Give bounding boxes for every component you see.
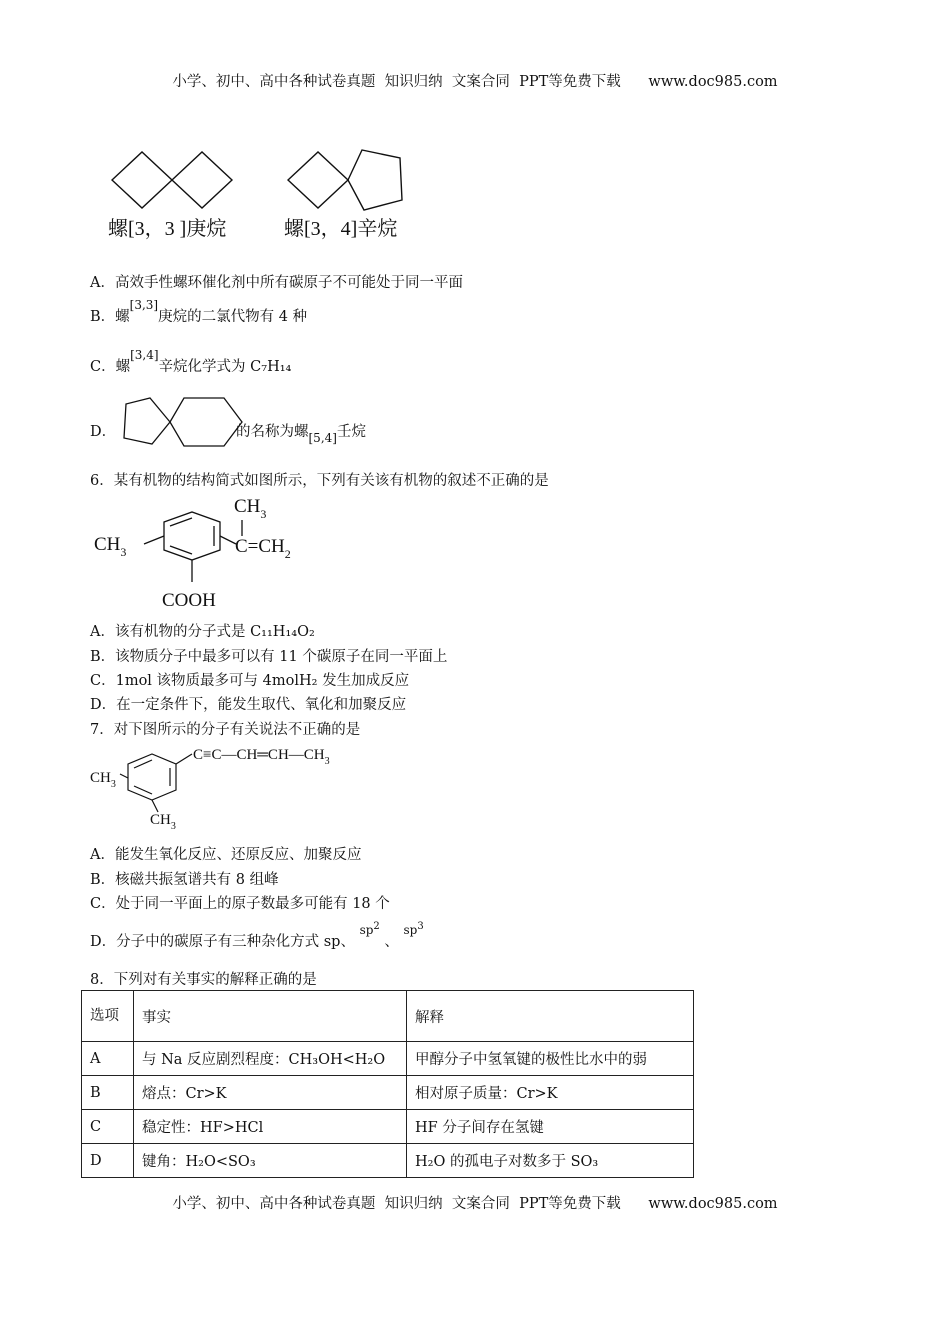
table-row bbox=[82, 1042, 694, 1076]
q6-molecule bbox=[92, 490, 332, 615]
svg-text:COOH: COOH bbox=[162, 590, 216, 611]
svg-text:CH3: $CH_3$ bbox=[94, 534, 127, 559]
spiro-label-1: 螺[3，3 ]庚烷 bbox=[108, 218, 227, 240]
svg-text:C≡C—CH═CH—CH3: $C\equiv C—CH═CH—CH_3$ bbox=[193, 747, 330, 767]
svg-text:CH3: $CH_3$ bbox=[90, 770, 116, 790]
header-option: 选项 bbox=[82, 991, 134, 1042]
cell: 甲醇分子中氢氧键的极性比水中的弱 bbox=[407, 1042, 694, 1076]
cell: D bbox=[82, 1144, 134, 1178]
q6-option-c: C．1mol 该物质最多可与 4molH₂ 发生加成反应 bbox=[90, 673, 410, 689]
cell: 稳定性：HF>HCl bbox=[134, 1110, 407, 1144]
svg-text:CH3: $CH_3$ bbox=[150, 812, 176, 832]
q5-option-c: C．螺[3,4]辛烷化学式为 C₇H₁₄ bbox=[90, 348, 292, 375]
cell: 与 Na 反应剧烈程度：CH₃OH<H₂O bbox=[134, 1042, 407, 1076]
header-fact: 事实 bbox=[134, 991, 407, 1042]
cell: 相对原子质量：Cr>K bbox=[407, 1076, 694, 1110]
q8-table bbox=[81, 990, 694, 1178]
page-footer: 小学、初中、高中各种试卷真题 知识归纳 文案合同 PPT等免费下载 www.doc985.com bbox=[172, 1196, 778, 1212]
q7-option-d: D．分子中的碳原子有三种杂化方式 sp、 $^{sp^2}$ 、 $^{sp^3}$ bbox=[90, 921, 424, 950]
spiro-compounds-figure bbox=[100, 140, 430, 250]
cell: H₂O 的孤电子对数多于 SO₃ bbox=[407, 1144, 694, 1178]
q7-option-b: B．核磁共振氢谱共有 8 组峰 bbox=[90, 872, 279, 888]
page-header: 小学、初中、高中各种试卷真题 知识归纳 文案合同 PPT等免费下载 www.doc985.com bbox=[172, 74, 778, 90]
cell: HF 分子间存在氢键 bbox=[407, 1110, 694, 1144]
q5-option-d: D． bbox=[90, 424, 117, 440]
q6-option-d: D．在一定条件下，能发生取代、氧化和加聚反应 bbox=[90, 697, 407, 713]
q8-stem: 8．下列对有关事实的解释正确的是 bbox=[90, 972, 317, 988]
q5-option-a: A．高效手性螺环催化剂中所有碳原子不可能处于同一平面 bbox=[90, 275, 463, 291]
table-row bbox=[82, 1144, 694, 1178]
q6-option-b: B．该物质分子中最多可以有 11 个碳原子在同一平面上 bbox=[90, 649, 448, 665]
q7-molecule bbox=[90, 742, 380, 834]
q5-option-d-text: 的名称为螺[5,4]壬烷 bbox=[236, 424, 366, 445]
svg-text:C=CH2: $C=CH_2$ bbox=[235, 536, 291, 561]
table-row bbox=[82, 1110, 694, 1144]
q7-stem: 7．对下图所示的分子有关说法不正确的是 bbox=[90, 722, 361, 738]
q7-option-c: C．处于同一平面上的原子数最多可能有 18 个 bbox=[90, 896, 390, 912]
spiro-5-4-figure bbox=[118, 392, 248, 452]
cell: C bbox=[82, 1110, 134, 1144]
spiro-label-2: 螺[3，4]辛烷 bbox=[284, 218, 398, 240]
q7-option-a: A．能发生氧化反应、还原反应、加聚反应 bbox=[90, 847, 362, 863]
svg-text:CH3: $CH_3$ bbox=[234, 496, 267, 521]
cell: A bbox=[82, 1042, 134, 1076]
table-row bbox=[82, 1076, 694, 1110]
q6-stem: 6．某有机物的结构简式如图所示，下列有关该有机物的叙述不正确的是 bbox=[90, 473, 549, 489]
q6-option-a: A．该有机物的分子式是 C₁₁H₁₄O₂ bbox=[90, 624, 315, 640]
table-header-row bbox=[82, 991, 694, 1042]
cell: 熔点：Cr>K bbox=[134, 1076, 407, 1110]
cell: B bbox=[82, 1076, 134, 1110]
cell: 键角：H₂O<SO₃ bbox=[134, 1144, 407, 1178]
q5-option-b: B．螺[3,3]庚烷的二氯代物有 4 种 bbox=[90, 298, 308, 325]
header-explanation: 解释 bbox=[407, 991, 694, 1042]
